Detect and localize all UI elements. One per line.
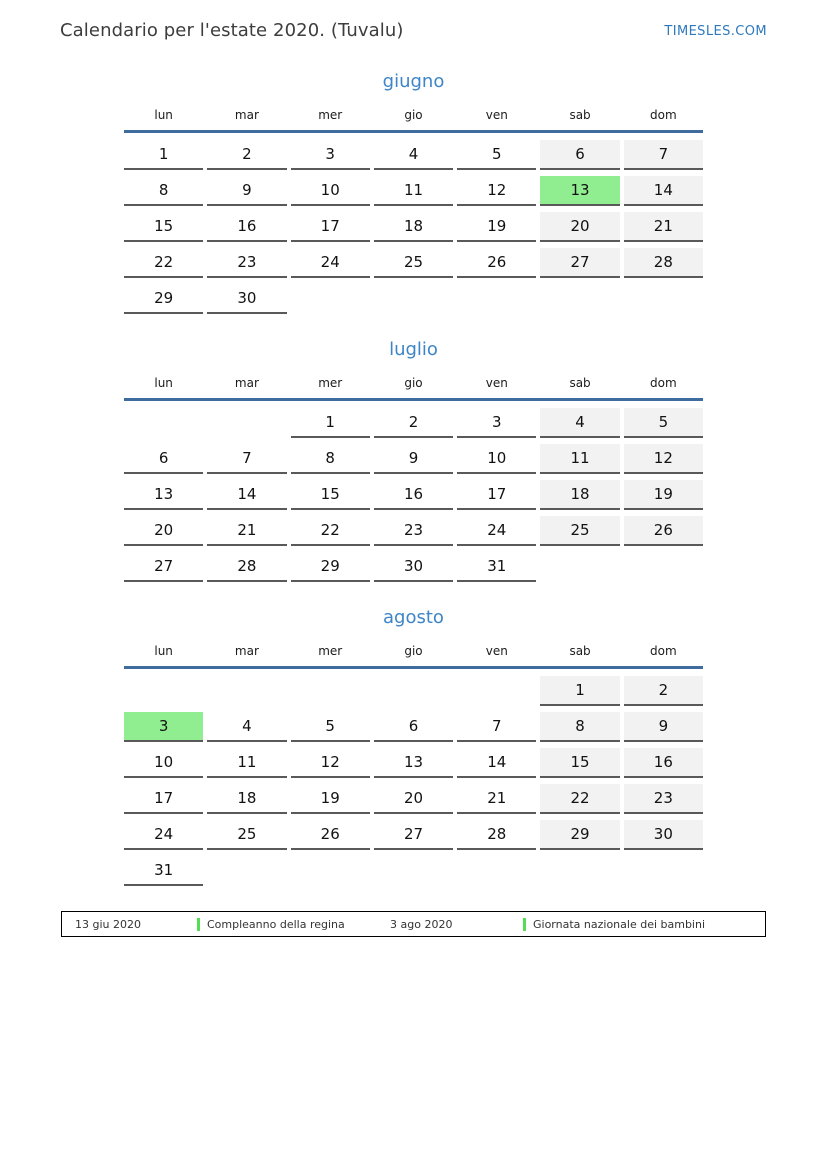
header-rule xyxy=(124,130,703,133)
day-cell: 29 xyxy=(291,552,370,582)
weekday-header: sab xyxy=(569,376,591,390)
week-row xyxy=(124,748,703,778)
weekday-header-row xyxy=(124,108,703,130)
day-cell: 22 xyxy=(540,784,619,814)
month-giugno xyxy=(124,71,703,314)
week-row xyxy=(124,552,703,582)
day-cell: 7 xyxy=(457,712,536,742)
brand-link[interactable]: TIMESLES.COM xyxy=(664,24,767,39)
day-cell-empty xyxy=(457,284,536,314)
day-cell-highlighted: 13 xyxy=(540,176,619,206)
header-rule xyxy=(124,666,703,669)
day-cell: 10 xyxy=(457,444,536,474)
weeks-grid xyxy=(124,676,703,886)
day-cell-empty xyxy=(207,856,286,886)
day-cell: 23 xyxy=(624,784,703,814)
day-cell: 7 xyxy=(207,444,286,474)
day-cell: 26 xyxy=(457,248,536,278)
day-cell-empty xyxy=(540,284,619,314)
day-cell-empty xyxy=(457,856,536,886)
day-cell: 19 xyxy=(457,212,536,242)
day-cell: 19 xyxy=(624,480,703,510)
day-cell: 18 xyxy=(374,212,453,242)
day-cell: 3 xyxy=(457,408,536,438)
weekday-header: mer xyxy=(318,376,343,390)
day-cell: 9 xyxy=(374,444,453,474)
weekday-header: mar xyxy=(234,376,259,390)
day-cell: 30 xyxy=(624,820,703,850)
week-row xyxy=(124,480,703,510)
week-row xyxy=(124,820,703,850)
weekday-header-row xyxy=(124,376,703,398)
day-cell: 29 xyxy=(540,820,619,850)
day-cell: 9 xyxy=(207,176,286,206)
weekday-header: sab xyxy=(569,644,591,658)
day-cell: 17 xyxy=(291,212,370,242)
day-cell-empty xyxy=(291,284,370,314)
day-cell: 20 xyxy=(374,784,453,814)
day-cell: 28 xyxy=(624,248,703,278)
day-cell: 26 xyxy=(624,516,703,546)
day-cell: 31 xyxy=(124,856,203,886)
page-title: Calendario per l'estate 2020. (Tuvalu) xyxy=(60,20,404,41)
weekday-header: gio xyxy=(404,644,423,658)
day-cell-empty xyxy=(291,856,370,886)
day-cell: 6 xyxy=(374,712,453,742)
month-title: agosto xyxy=(383,607,444,628)
day-cell: 1 xyxy=(540,676,619,706)
day-cell: 18 xyxy=(540,480,619,510)
month-title: giugno xyxy=(382,71,445,92)
day-cell: 13 xyxy=(374,748,453,778)
legend-date: 13 giu 2020 xyxy=(75,917,141,931)
legend-item xyxy=(62,918,390,931)
weekday-header: sab xyxy=(569,108,591,122)
week-row xyxy=(124,784,703,814)
day-cell: 12 xyxy=(457,176,536,206)
day-cell: 21 xyxy=(624,212,703,242)
day-cell: 12 xyxy=(291,748,370,778)
day-cell: 24 xyxy=(124,820,203,850)
day-cell: 27 xyxy=(374,820,453,850)
day-cell: 12 xyxy=(624,444,703,474)
weekday-header-row xyxy=(124,644,703,666)
day-cell-empty xyxy=(207,408,286,438)
day-cell-highlighted: 3 xyxy=(124,712,203,742)
legend-label: Compleanno della regina xyxy=(207,917,345,931)
day-cell: 14 xyxy=(207,480,286,510)
day-cell: 8 xyxy=(124,176,203,206)
day-cell-empty xyxy=(291,676,370,706)
legend-date: 3 ago 2020 xyxy=(390,917,453,931)
day-cell: 10 xyxy=(291,176,370,206)
day-cell: 5 xyxy=(457,140,536,170)
day-cell-empty xyxy=(624,284,703,314)
day-cell: 27 xyxy=(540,248,619,278)
day-cell-empty xyxy=(624,552,703,582)
day-cell: 2 xyxy=(624,676,703,706)
legend-box xyxy=(61,911,766,937)
month-agosto xyxy=(124,607,703,886)
weekday-header: gio xyxy=(404,108,423,122)
weekday-header: dom xyxy=(650,376,677,390)
legend-marker-icon xyxy=(523,918,526,931)
day-cell: 29 xyxy=(124,284,203,314)
day-cell: 19 xyxy=(291,784,370,814)
day-cell: 8 xyxy=(291,444,370,474)
day-cell-empty xyxy=(374,284,453,314)
day-cell-empty xyxy=(124,676,203,706)
weeks-grid xyxy=(124,140,703,314)
day-cell-empty xyxy=(207,676,286,706)
day-cell: 21 xyxy=(457,784,536,814)
day-cell-empty xyxy=(374,856,453,886)
weekday-header: gio xyxy=(404,376,423,390)
day-cell: 2 xyxy=(374,408,453,438)
day-cell: 23 xyxy=(374,516,453,546)
day-cell-empty xyxy=(624,856,703,886)
day-cell: 15 xyxy=(540,748,619,778)
day-cell: 15 xyxy=(291,480,370,510)
day-cell: 28 xyxy=(207,552,286,582)
weekday-header: ven xyxy=(485,376,508,390)
day-cell: 6 xyxy=(124,444,203,474)
day-cell: 27 xyxy=(124,552,203,582)
week-row xyxy=(124,248,703,278)
weekday-header: ven xyxy=(485,644,508,658)
day-cell: 14 xyxy=(624,176,703,206)
day-cell: 14 xyxy=(457,748,536,778)
header-rule xyxy=(124,398,703,401)
day-cell: 21 xyxy=(207,516,286,546)
weekday-header: mer xyxy=(318,108,343,122)
day-cell: 1 xyxy=(124,140,203,170)
day-cell: 20 xyxy=(124,516,203,546)
day-cell: 5 xyxy=(624,408,703,438)
day-cell: 10 xyxy=(124,748,203,778)
day-cell: 2 xyxy=(207,140,286,170)
day-cell: 18 xyxy=(207,784,286,814)
week-row xyxy=(124,712,703,742)
day-cell-empty xyxy=(540,856,619,886)
week-row xyxy=(124,140,703,170)
day-cell: 6 xyxy=(540,140,619,170)
day-cell-empty xyxy=(374,676,453,706)
day-cell: 30 xyxy=(207,284,286,314)
week-row xyxy=(124,408,703,438)
day-cell: 11 xyxy=(540,444,619,474)
weekday-header: dom xyxy=(650,108,677,122)
day-cell: 11 xyxy=(207,748,286,778)
day-cell: 24 xyxy=(457,516,536,546)
day-cell: 7 xyxy=(624,140,703,170)
day-cell: 5 xyxy=(291,712,370,742)
day-cell: 22 xyxy=(124,248,203,278)
weekday-header: dom xyxy=(650,644,677,658)
day-cell-empty xyxy=(457,676,536,706)
legend-item xyxy=(390,918,765,931)
day-cell: 28 xyxy=(457,820,536,850)
week-row xyxy=(124,516,703,546)
day-cell: 23 xyxy=(207,248,286,278)
day-cell: 26 xyxy=(291,820,370,850)
day-cell: 25 xyxy=(207,820,286,850)
week-row xyxy=(124,676,703,706)
day-cell: 13 xyxy=(124,480,203,510)
day-cell: 1 xyxy=(291,408,370,438)
week-row xyxy=(124,444,703,474)
week-row xyxy=(124,176,703,206)
day-cell-empty xyxy=(124,408,203,438)
week-row xyxy=(124,856,703,886)
day-cell: 24 xyxy=(291,248,370,278)
month-luglio xyxy=(124,339,703,582)
day-cell: 17 xyxy=(457,480,536,510)
day-cell-empty xyxy=(540,552,619,582)
day-cell: 8 xyxy=(540,712,619,742)
weeks-grid xyxy=(124,408,703,582)
legend-marker-icon xyxy=(197,918,200,931)
day-cell: 31 xyxy=(457,552,536,582)
weekday-header: ven xyxy=(485,108,508,122)
day-cell: 4 xyxy=(207,712,286,742)
calendar xyxy=(124,71,703,886)
day-cell: 3 xyxy=(291,140,370,170)
page-header xyxy=(0,0,827,41)
day-cell: 4 xyxy=(374,140,453,170)
weekday-header: lun xyxy=(154,644,173,658)
weekday-header: mar xyxy=(234,108,259,122)
day-cell: 15 xyxy=(124,212,203,242)
day-cell: 16 xyxy=(374,480,453,510)
week-row xyxy=(124,284,703,314)
day-cell: 4 xyxy=(540,408,619,438)
day-cell: 16 xyxy=(207,212,286,242)
weekday-header: mer xyxy=(318,644,343,658)
day-cell: 25 xyxy=(374,248,453,278)
day-cell: 17 xyxy=(124,784,203,814)
weekday-header: lun xyxy=(154,108,173,122)
day-cell: 9 xyxy=(624,712,703,742)
day-cell: 22 xyxy=(291,516,370,546)
month-title: luglio xyxy=(389,339,438,360)
week-row xyxy=(124,212,703,242)
legend-label: Giornata nazionale dei bambini xyxy=(533,917,706,931)
day-cell: 16 xyxy=(624,748,703,778)
day-cell: 25 xyxy=(540,516,619,546)
weekday-header: lun xyxy=(154,376,173,390)
weekday-header: mar xyxy=(234,644,259,658)
day-cell: 20 xyxy=(540,212,619,242)
day-cell: 30 xyxy=(374,552,453,582)
day-cell: 11 xyxy=(374,176,453,206)
